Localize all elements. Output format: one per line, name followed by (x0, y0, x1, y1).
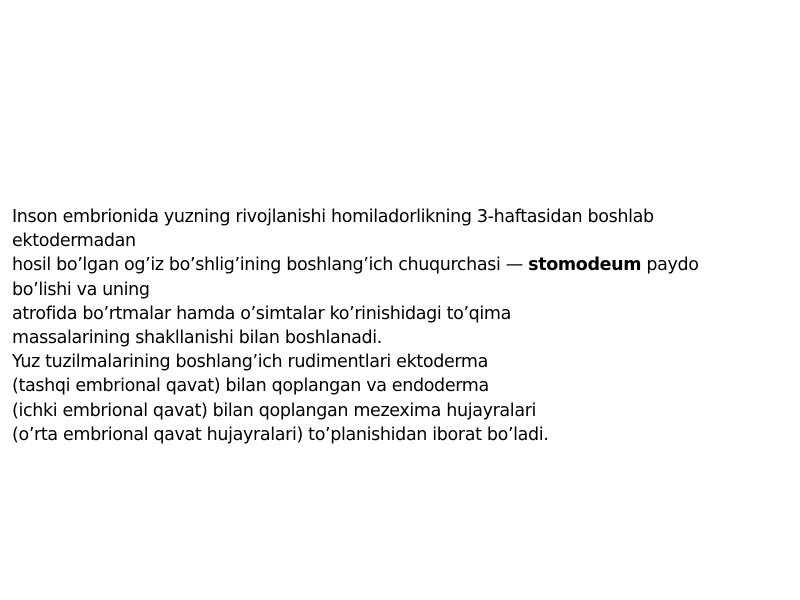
text-line-7: Yuz tuzilmalarining boshlang’ich rudimentlari ektoderma (12, 352, 489, 373)
document-paragraph (12, 205, 792, 447)
bold-term-stomodeum: stomodeum (528, 255, 642, 276)
text-line-3 (12, 253, 792, 277)
text-line-6: massalarining shakllanishi bilan boshlanadi. (12, 328, 382, 349)
text-line-5: atrofida bo’rtmalar hamda o’simtalar ko’rinishidagi to’qima (12, 303, 512, 324)
text-line-8: (tashqi embrional qavat) bilan qoplangan va endoderma (12, 376, 489, 397)
text-line-9: (ichki embrional qavat) bilan qoplangan mezexima hujayralari (12, 400, 537, 421)
text-line-2: ektodermadan (12, 231, 136, 252)
text-line-4: bo’lishi va uning (12, 279, 150, 300)
text-line-3-end: paydo (641, 255, 699, 276)
text-line-10: (o’rta embrional qavat hujayralari) to’planishidan iborat bo’ladi. (12, 424, 549, 445)
text-line-1: Inson embrionida yuzning rivojlanishi homiladorlikning 3-haftasidan boshlab (12, 207, 654, 227)
text-line-3-start: hosil bo’lgan og’iz bo’shlig’ining boshlang’ich chuqurchasi — (12, 255, 529, 276)
